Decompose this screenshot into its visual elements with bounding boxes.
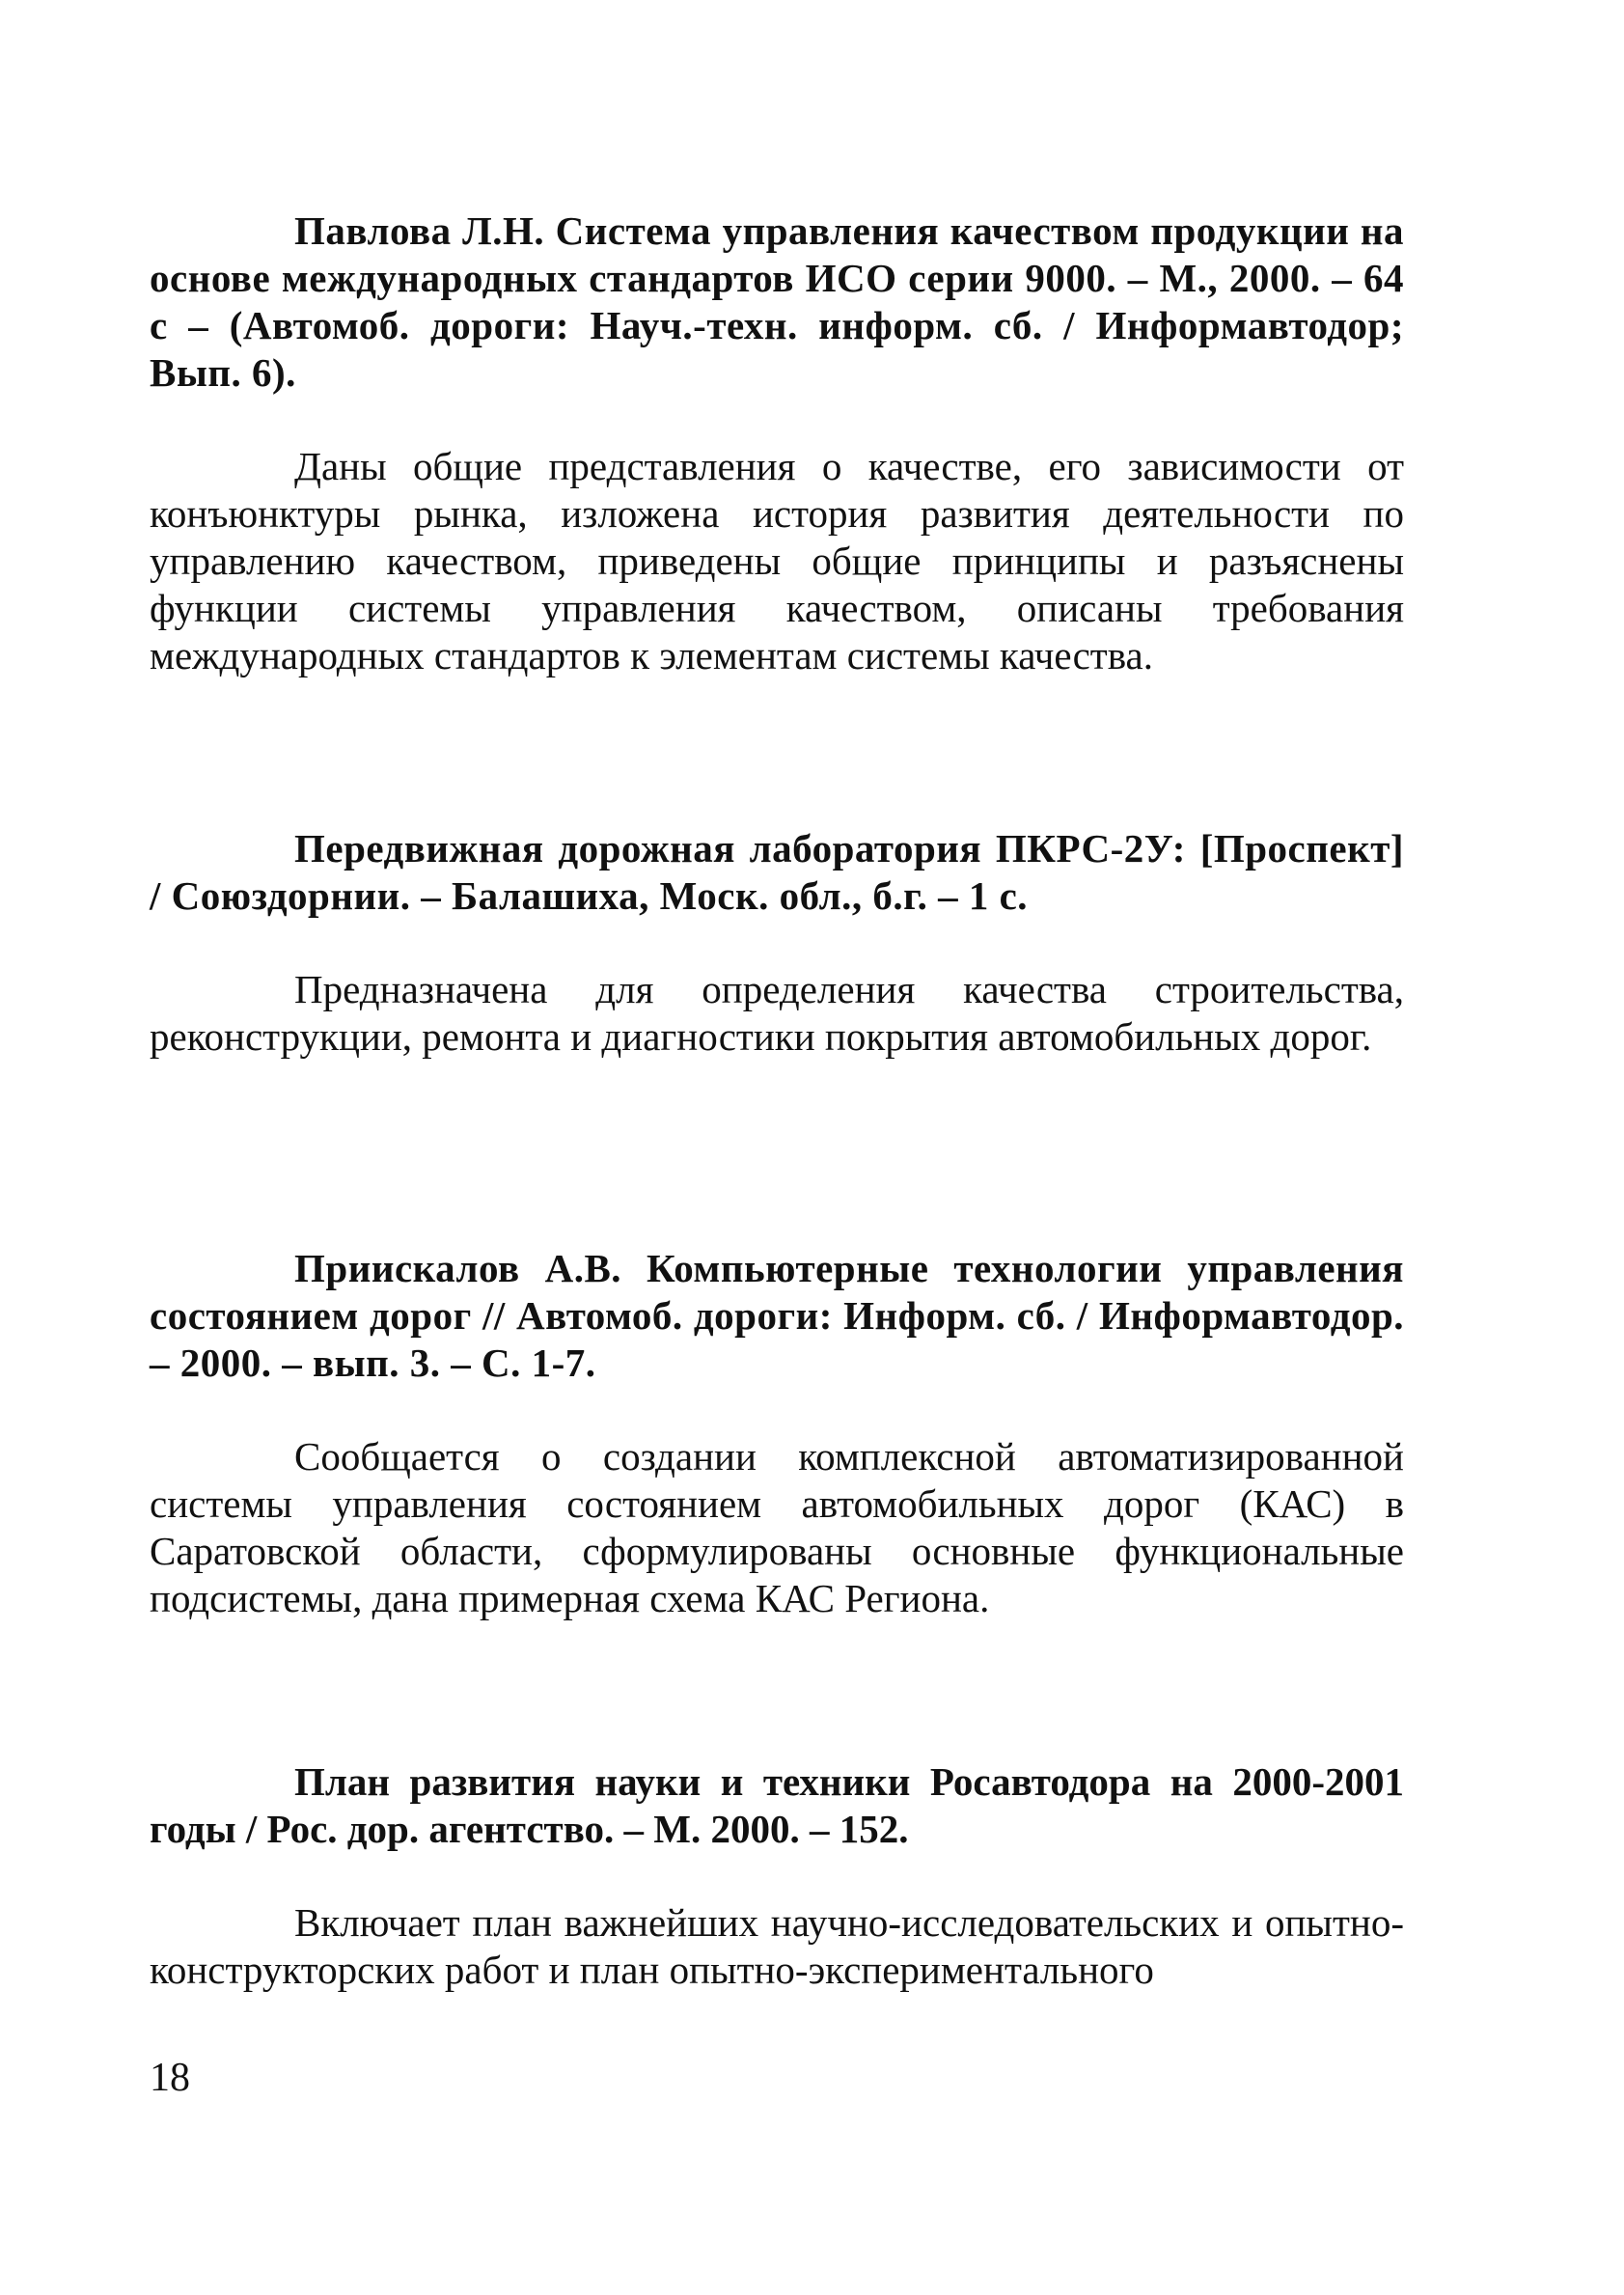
entry-abstract: Включает план важнейших научно-исследовательских и опытно-конструкторских работ и план опытно-экспериментального bbox=[150, 1900, 1404, 1992]
bibliography-entry bbox=[150, 207, 1404, 679]
entry-title: Павлова Л.Н. Система управления качеством продукции на основе международных стандартов ИСО серии 9000. – М., 2000. – 64 с – (Автомоб. дороги: Науч.-техн. информ. сб. / Информавтодор; Вып. 6). bbox=[150, 208, 1404, 395]
entry-title: Приискалов А.В. Компьютерные технологии управления состоянием дорог // Автомоб. дороги: Информ. сб. / Информавтодор. – 2000. – вып. 3. – С. 1-7. bbox=[150, 1246, 1404, 1385]
bibliography-entry bbox=[150, 1758, 1404, 1994]
entry-abstract: Сообщается о создании комплексной автоматизированной системы управления состоянием автомобильных дорог (КАС) в Саратовской области, сформулированы основные функциональные подсистемы, дана примерная схема КАС Региона. bbox=[150, 1434, 1404, 1620]
entry-title: Передвижная дорожная лаборатория ПКРС-2У: [Проспект] / Союздорнии. – Балашиха, Моск. обл., б.г. – 1 с. bbox=[150, 826, 1404, 918]
entry-title: План развития науки и техники Росавтодора на 2000-2001 годы / Рос. дор. агентство. – М. 2000. – 152. bbox=[150, 1759, 1404, 1851]
bibliography-entry bbox=[150, 1245, 1404, 1622]
bibliography-entry bbox=[150, 825, 1404, 1061]
entry-abstract: Даны общие представления о качестве, его зависимости от конъюнктуры рынка, изложена история развития деятельности по управлению качеством, приведены общие принципы и разъяснены функции системы управления качеством, описаны требования международных стандартов к элементам системы качества. bbox=[150, 444, 1404, 677]
entry-abstract: Предназначена для определения качества строительства, реконструкции, ремонта и диагностики покрытия автомобильных дорог. bbox=[150, 967, 1404, 1059]
page-number: 18 bbox=[150, 2056, 190, 2100]
